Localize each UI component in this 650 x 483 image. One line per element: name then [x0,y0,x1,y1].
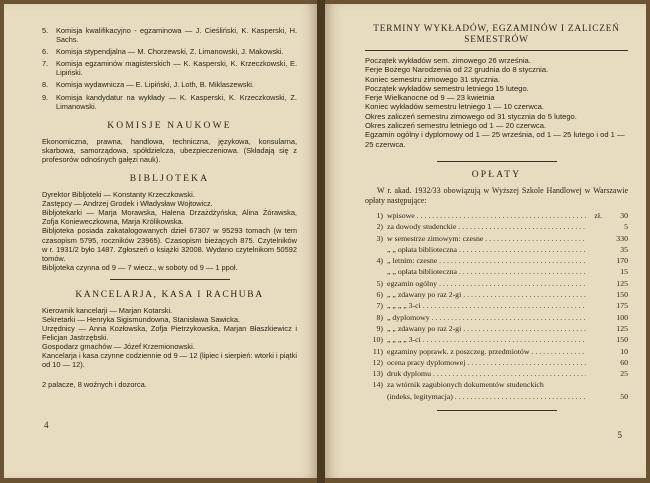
fee-table [365,210,628,402]
fee-number: 3) [376,233,383,243]
fee-number [365,391,383,402]
staff-note: 2 palacze, 8 woźnych i dozorca. [42,379,147,389]
komisja-item [42,47,297,56]
terminy-line: Okres zaliczeń semestru letniego od 1 — 20 czerwca. [365,121,547,131]
page-number-left: 4 [44,420,49,430]
fee-number: 13) [372,369,383,379]
fee-number [365,244,383,255]
fee-unit [586,323,602,334]
fee-description: (indeks, legitymacja) . . . [387,391,586,402]
fee-row [365,266,628,277]
komisja-number: 7. [42,59,49,69]
fee-description: „ „ opłata biblioteczna . . . [387,266,586,277]
fee-amount: 50 [620,391,628,401]
fee-description: druk dyplomu . . . [387,368,586,379]
biblioteka-heading: BIBLJOTEKA [129,174,210,185]
fee-unit [586,300,602,311]
komisja-number: 9. [42,92,49,102]
komisja-item [42,93,297,111]
fee-unit [586,357,602,368]
terminy-line: Koniec wykładów semestru letniego 1 — 10 czerwca. [365,102,544,112]
biblioteka-line: Bibljoteka czynna od 9 — 7 wiecz., w soboty od 9 — 1 ppoł. [42,262,238,272]
divider [437,161,557,162]
fee-description: za dowody studenckie . . . [387,221,586,232]
fee-description: w semestrze zimowym: czesne . . . [387,233,586,244]
komisja-text: Komisja wydawnicza — E. Lipiński, J. Loth, B. Miklaszewski. [56,80,254,90]
komisja-number: 5. [42,26,49,35]
terminy-line: Początek wykładów semestru letniego 15 lutego. [365,83,529,93]
kancelaria-line: Kierownik kancelarji — Marjan Kotarski. [42,305,173,315]
fee-row [365,233,628,244]
oplaty-intro: W r. akad. 1932/33 obowiązują w Wyższej Szkole Handlowej w Warszawie opłaty następujące: [365,185,628,205]
fee-number [365,266,383,277]
fee-unit [586,368,602,379]
komisja-item [42,80,297,89]
fee-row [365,210,628,221]
fee-row [365,255,628,266]
fee-unit [586,221,602,232]
fee-number: 7) [376,301,383,311]
fee-number: 9) [376,323,383,333]
komisje-naukowe-text: Ekonomiczna, prawna, handlowa, techniczna, językowa, konsularna, skarbowa, samorządowa, spółdzielcza, ubezpieczeniowa. (Składają się z profesorów odnośnych gałęzi nauk). [42,136,297,164]
fee-description: egzamin ogólny . . . [387,278,586,289]
fee-number: 8) [376,312,383,322]
terminy-line: Ferje Wielkanocne od 9 — 23 kwietnia [365,93,495,103]
kancelaria-section [42,306,297,370]
fee-row [365,221,628,232]
fee-description: ocena pracy dyplomowej . . . [387,357,586,368]
fee-unit [586,334,602,345]
biblioteka-line: Zastępcy — Andrzej Grodek i Władysław Wojtowicz. [42,199,213,209]
fee-unit [586,289,602,300]
komisja-item [42,26,297,44]
fee-amount: 30 [620,210,628,220]
fee-unit [586,255,602,266]
komisja-number: 8. [42,80,49,90]
fee-unit [586,379,602,390]
fee-row [365,346,628,357]
fee-amount: 150 [616,335,628,345]
komisja-text: Komisja kwalifikacyjno - egzaminowa — J. Cieśliński, K. Kasperski, H. Sachs. [56,26,297,45]
fee-amount: 35 [620,244,628,254]
fee-unit [586,346,602,357]
komisje-naukowe-heading: KOMISJE NAUKOWE [107,120,232,131]
fee-unit: zł. [594,210,602,220]
fee-description: „ „ „ „ 3-ci . . . [387,300,586,311]
komisja-text: Komisja egzaminów magisterskich — K. Kasperski, K. Krzeczkowski, E. Lipiński. [56,59,297,78]
fee-description: „ „ opłata biblioteczna . . . [387,244,586,255]
fee-row [365,244,628,255]
fee-description: „ dyplomowy . . . [387,312,586,323]
divider [365,50,628,51]
left-page [4,4,317,478]
terminy-line: Koniec semestru zimowego 31 stycznia. [365,74,501,84]
fee-row [365,278,628,289]
biblioteka-line: Bibljoteka posiada zakatalogowanych dzieł 67307 w 95293 tomach (w tem czasopism 5795, roczników 23965). Czasopism bieżących 875. Czytelników w r. 1931/2 było 1487. Zgłoszeń o książki 32008. Wydano czytelnikom 50592 tomów. [42,226,297,263]
biblioteka-line: Bibljotekarki — Marja Morawska, Halena Drzażdżyńska, Alina Żórawska, Zofja Konieweczkowna, Marja Królikowska. [42,208,297,227]
fee-description: „ letnim: czesne . . . [387,255,586,266]
divider [110,279,230,280]
terminy-line: Ferje Bożego Narodzenia od 22 grudnia do 8 stycznia. [365,65,549,75]
kancelaria-line: Kancelarja i kasa czynne codziennie od 9 — 12 (lipiec i sierpień: wtorki i piątki od 10 — 12). [42,351,297,370]
kancelaria-heading: KANCELARJA, KASA I RACHUBA [75,289,264,300]
komisja-text: Komisja stypendjalna — M. Chorzewski, Z. Limanowski, J. Makowski. [56,47,284,57]
kancelaria-line: Gospodarz gmachów — Józef Krzemionowski. [42,342,195,352]
terminy-line: Początek wykładów sem. zimowego 26 września. [365,56,531,65]
fee-amount: 5 [624,222,628,232]
komisje-list [42,26,297,111]
fee-row [365,323,628,334]
fee-number: 1) [376,210,383,220]
right-page [325,4,646,478]
fee-amount: 330 [616,233,628,243]
terminy-line: Egzamin ogólny i dyplomowy od 1 — 25 września, od 1 — 25 lutego i od 1 — 25 czerwca. [365,130,625,149]
fee-amount: 125 [616,323,628,333]
divider [437,410,557,411]
fee-description: „ „ zdawany po raz 2-gi . . . [387,323,586,334]
fee-row [365,368,628,379]
fee-number: 10) [372,335,383,345]
fee-amount: 15 [620,267,628,277]
fee-description: za wtórnik zagubionych dokumentów studenckich [387,380,544,390]
fee-description: wpisowe . . . [387,210,586,221]
fee-amount: 10 [620,346,628,356]
fee-number: 5) [376,278,383,288]
biblioteka-line: Dyrektor Bibljoteki — Konstanty Krzeczkowski. [42,190,195,200]
fee-number: 12) [372,357,383,367]
biblioteka-section [42,190,297,272]
fee-unit [586,244,602,255]
fee-amount: 25 [620,369,628,379]
book-gutter [317,0,325,483]
fee-amount: 175 [616,301,628,311]
fee-amount: 125 [616,278,628,288]
terminy-line: Okres zaliczeń semestru zimowego od 31 stycznia do 5 lutego. [365,111,577,121]
fee-description: „ „ „ „ 3-ci . . . [387,334,586,345]
kancelaria-line: Sekretarki — Henryka Sigismundowna, Stanisława Sawicka. [42,314,240,324]
fee-row [365,334,628,345]
fee-amount: 60 [620,357,628,367]
fee-unit [586,233,602,244]
fee-amount [602,379,628,390]
fee-amount: 150 [616,290,628,300]
fee-amount: 170 [616,256,628,266]
oplaty-heading: OPŁATY [471,169,522,180]
fee-amount: 100 [616,312,628,322]
fee-number: 2) [376,222,383,232]
fee-number: 4) [376,256,383,266]
fee-number: 11) [372,346,383,356]
komisja-item [42,59,297,77]
fee-description: „ „ zdawany po raz 2-gi . . . [387,289,586,300]
fee-unit [586,278,602,289]
kancelaria-line: Urzędnicy — Anna Kozłowska, Zofja Pietrzykowska, Marjan Błaszkiewicz i Felicjan Jastrzębski. [42,324,297,343]
fee-unit [586,391,602,402]
fee-row [365,300,628,311]
terminy-heading: TERMINY WYKŁADÓW, EGZAMINÓW I ZALICZEŃ SEMESTRÓW [373,24,620,45]
fee-row [365,391,628,402]
fee-row [365,379,628,390]
fee-number: 6) [376,290,383,300]
fee-unit [586,266,602,277]
fee-description: egzaminy poprawk. z poszczeg. przedmiotów . . . [387,346,586,357]
fee-row [365,289,628,300]
komisja-number: 6. [42,47,49,57]
page-number-right: 5 [617,430,622,440]
terminy-section [365,56,628,149]
fee-row [365,357,628,368]
fee-row [365,312,628,323]
fee-number: 14) [372,380,383,390]
fee-unit [586,312,602,323]
komisja-text: Komisja kandydatur na wykłady — K. Kasperski, K. Krzeczkowski, Z. Limanowski. [56,92,297,111]
